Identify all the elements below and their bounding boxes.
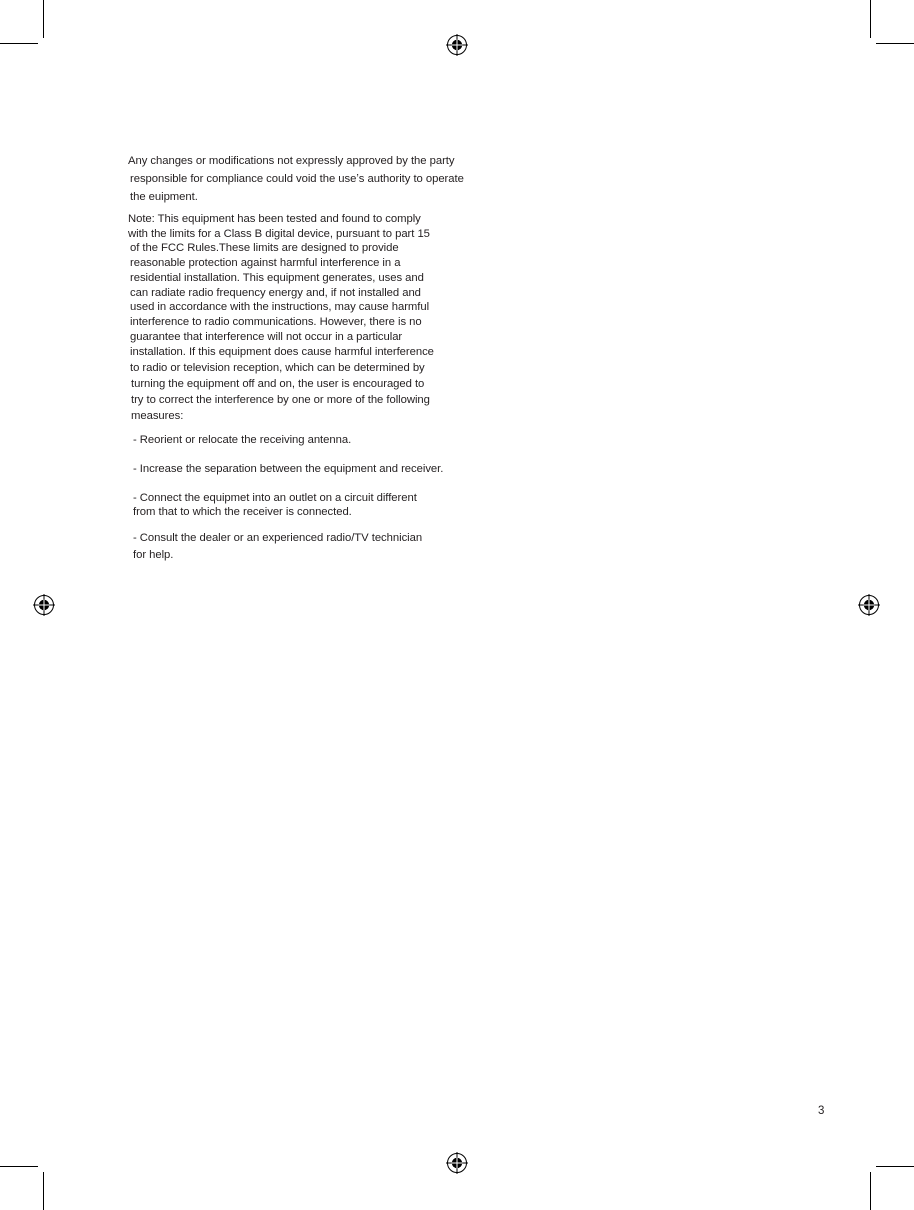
registration-mark-left-icon [33, 594, 55, 616]
paragraph-line: used in accordance with the instructions, may cause harmful [130, 301, 430, 314]
paragraph-line: try to correct the interference by one or more of the following [131, 394, 430, 407]
registration-mark-bottom-icon [446, 1152, 468, 1174]
paragraph-line: reasonable protection against harmful interference in a [130, 257, 401, 270]
registration-mark-top-icon [446, 34, 468, 56]
measure-line: - Connect the equipmet into an outlet on a circuit different [133, 492, 417, 504]
crop-mark-top-left-vertical [43, 0, 44, 38]
paragraph-line: to radio or television reception, which can be determined by [130, 362, 425, 375]
fcc-note-paragraph [128, 212, 434, 425]
paragraph-line: turning the equipment off and on, the user is encouraged to [131, 378, 425, 391]
paragraph-line: can radiate radio frequency energy and, if not installed and [130, 286, 421, 299]
crop-mark-bottom-right-horizontal [876, 1166, 914, 1167]
crop-mark-top-right-vertical [870, 0, 871, 38]
registration-mark-right-icon [858, 594, 880, 616]
paragraph-line: interference to radio communications. However, there is no [130, 315, 422, 328]
paragraph-line: responsible for compliance could void the useʼs authority to operate [130, 173, 464, 185]
paragraph-line: Note: This equipment has been tested and found to comply [128, 213, 421, 225]
crop-mark-top-left-horizontal [0, 43, 38, 44]
paragraph-line: installation. If this equipment does cause harmful interference [130, 346, 434, 359]
paragraph-line: measures: [131, 410, 184, 423]
modification-warning-paragraph [128, 152, 464, 206]
crop-mark-bottom-left-horizontal [0, 1166, 38, 1167]
measure-line: - Consult the dealer or an experienced radio/TV technician [133, 532, 423, 544]
paragraph-line: of the FCC Rules.These limits are designed to provide [130, 242, 399, 255]
paragraph-line: guarantee that interference will not occur in a particular [130, 330, 403, 343]
paragraph-line: the euipment. [130, 191, 198, 203]
measure-item [133, 491, 417, 519]
crop-mark-top-right-horizontal [876, 43, 914, 44]
paragraph-line: with the limits for a Class B digital device, pursuant to part 15 [128, 227, 430, 240]
measure-line: - Reorient or relocate the receiving antenna. [133, 434, 352, 446]
measure-item [133, 530, 422, 564]
crop-mark-bottom-left-vertical [43, 1172, 44, 1210]
measure-line: from that to which the receiver is connected. [133, 506, 352, 518]
page-number: 3 [818, 1105, 825, 1117]
measure-item [133, 433, 351, 448]
paragraph-line: residential installation. This equipment generates, uses and [130, 271, 424, 284]
measure-item [133, 462, 443, 477]
measure-line: for help. [133, 549, 174, 561]
paragraph-line: Any changes or modifications not expressly approved by the party [128, 155, 455, 167]
measure-line: - Increase the separation between the equipment and receiver. [133, 463, 444, 475]
crop-mark-bottom-right-vertical [870, 1172, 871, 1210]
